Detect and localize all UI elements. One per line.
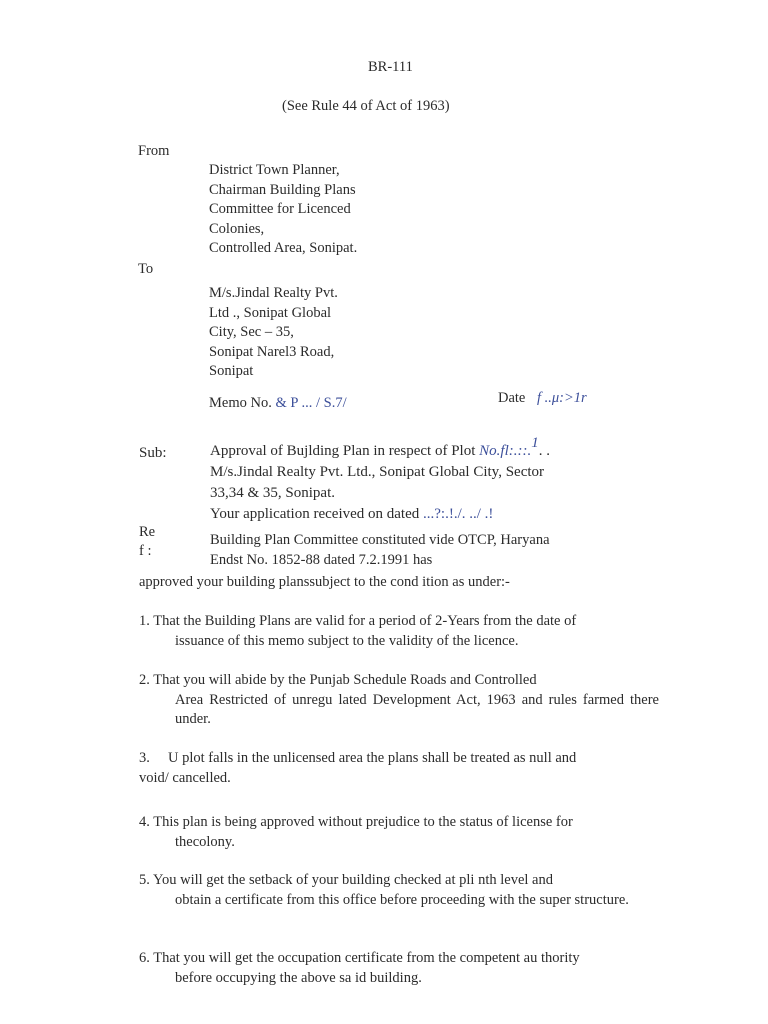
memo-label: Memo No. <box>209 395 272 411</box>
to-line: Ltd ., Sonipat Global <box>209 304 332 321</box>
condition-item <box>139 749 659 788</box>
subject-line: M/s.Jindal Realty Pvt. Ltd., Sonipat Global City, Sector <box>210 464 545 480</box>
date-value: f ..μ:>1r <box>537 390 587 406</box>
date-label: Date <box>498 390 526 406</box>
to-address <box>209 284 338 382</box>
ref-text <box>210 531 550 570</box>
from-label: From <box>138 143 170 159</box>
ref-line: Building Plan Committee constituted vide OTCP, Haryana <box>210 532 550 548</box>
subject-line <box>210 504 550 525</box>
subject-label: Sub: <box>139 445 167 461</box>
condition-text: 2. That you will abide by the Punjab Schedule Roads and Controlled <box>139 672 537 688</box>
form-code: BR-111 <box>368 59 413 75</box>
condition-text: 6. That you will get the occupation certificate from the competent au thority <box>139 950 580 966</box>
to-line: Sonipat Narel3 Road, <box>209 343 335 360</box>
from-line: Colonies, <box>209 220 265 237</box>
condition-text: 4. This plan is being approved without prejudice to the status of license for <box>139 814 573 830</box>
plot-mark: 1 <box>531 435 539 451</box>
condition-item <box>139 612 659 651</box>
condition-item <box>139 671 659 730</box>
ref-label-line: Re <box>139 524 156 540</box>
subject-line: 33,34 & 35, Sonipat. <box>210 485 336 501</box>
condition-text: 1. That the Building Plans are valid for a period of 2-Years from the date of <box>139 613 577 629</box>
condition-continuation: obtain a certificate from this office before proceeding with the super structure. <box>175 891 629 908</box>
condition-continuation: Area Restricted of unregu lated Development Act, 1963 and rules farmed there under. <box>175 691 659 727</box>
condition-continuation: thecolony. <box>175 833 235 850</box>
from-line: Committee for Licenced <box>209 201 351 217</box>
condition-continuation: void/ cancelled. <box>139 769 231 786</box>
condition-continuation: issuance of this memo subject to the validity of the licence. <box>175 632 519 649</box>
application-label: Your application received on dated <box>210 506 420 522</box>
ref-label-line: f : <box>139 543 152 559</box>
rule-reference: (See Rule 44 of Act of 1963) <box>282 98 450 114</box>
to-label: To <box>138 261 154 277</box>
to-line: M/s.Jindal Realty Pvt. <box>209 285 338 301</box>
ref-label <box>139 523 155 561</box>
date-line <box>498 389 587 408</box>
ref-line: Endst No. 1852-88 dated 7.2.1991 has <box>210 551 433 568</box>
to-line: Sonipat <box>209 363 254 379</box>
condition-item <box>139 871 659 910</box>
approval-line: approved your building planssubject to the cond ition as under:- <box>139 574 510 590</box>
subject-line-text: Approval of Bujlding Plan in respect of Plot <box>210 443 476 459</box>
plot-number: No.fl:.::. <box>479 443 532 459</box>
memo-line <box>209 394 347 413</box>
to-line: City, Sec – 35, <box>209 324 294 340</box>
application-date: ...?:.!./. ../ .! <box>423 506 494 522</box>
condition-item <box>139 949 659 988</box>
from-address <box>209 161 357 259</box>
subject-line <box>210 435 550 462</box>
from-line: Controlled Area, Sonipat. <box>209 240 358 256</box>
plot-tail: . . <box>538 443 550 459</box>
from-line: Chairman Building Plans <box>209 181 356 198</box>
condition-text: 5. You will get the setback of your building checked at pli nth level and <box>139 872 553 888</box>
memo-number: & P ... / S.7/ <box>275 395 347 411</box>
from-line: District Town Planner, <box>209 162 340 178</box>
subject-text <box>210 435 550 525</box>
condition-item <box>139 813 659 852</box>
condition-text: 3. U plot falls in the unlicensed area the plans shall be treated as null and <box>139 750 577 766</box>
condition-continuation: before occupying the above sa id building. <box>175 969 422 986</box>
